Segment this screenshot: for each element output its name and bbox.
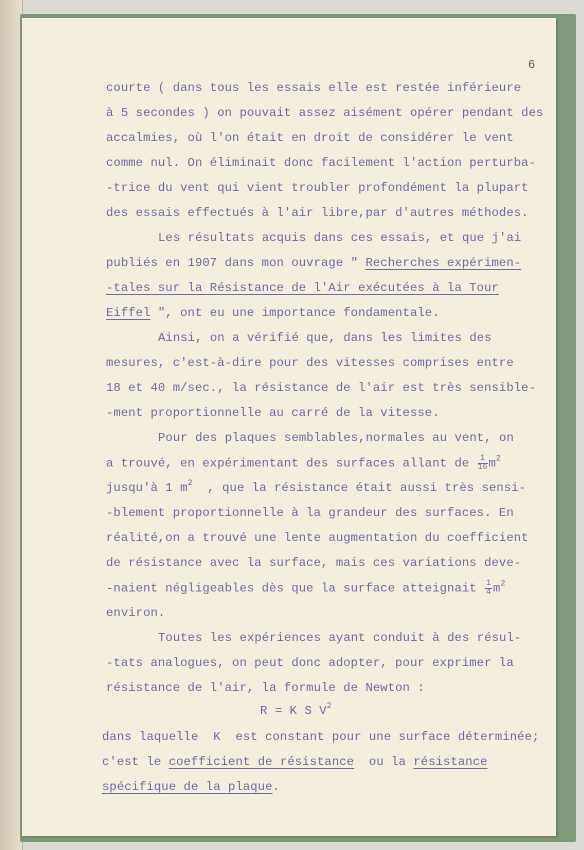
text-line-9 bbox=[106, 280, 499, 296]
newton-formula: R = K S $V^2$ bbox=[260, 702, 332, 718]
text-line-27: dans laquelle K est constant pour une surface déterminée; bbox=[102, 730, 540, 744]
text-line-5: -trice du vent qui vient troubler profondément la plupart bbox=[106, 181, 529, 195]
text-line-18: -blement proportionnelle à la grandeur des surfaces. En bbox=[106, 506, 514, 520]
text-line-10: Eiffel ", ont eu une importance fondamentale. bbox=[106, 306, 440, 320]
text-line-29: spécifique de la plaque. bbox=[102, 780, 280, 794]
term-underlined: coefficient de résistance bbox=[168, 755, 355, 769]
text-line-24: -tats analogues, on peut donc adopter, pour exprimer la bbox=[106, 656, 514, 670]
text-line-15: Pour des plaques semblables,normales au vent, on bbox=[158, 431, 514, 445]
book-title-underlined: -tales sur la Résistance de l'Air exécutées à la Tour bbox=[106, 281, 499, 295]
text-line-2: à 5 secondes ) on pouvait assez aisément opérer pendant des bbox=[106, 106, 544, 120]
text-line-19: réalité,on a trouvé une lente augmentation du coefficient bbox=[106, 531, 529, 545]
book-title-underlined: Recherches expérimen- bbox=[365, 256, 522, 270]
text-line-14: -ment proportionnelle au carré de la vitesse. bbox=[106, 406, 440, 420]
text-line-16: a trouvé, en expérimentant des surfaces allant de $\frac{1}{16}$ $m^2$ bbox=[106, 454, 501, 472]
term-underlined: résistance bbox=[413, 755, 488, 769]
book-title-underlined: Eiffel bbox=[106, 306, 151, 320]
fraction: $\frac{1}{16}$ bbox=[477, 454, 488, 472]
text-line-1: courte ( dans tous les essais elle est restée inférieure bbox=[106, 81, 522, 95]
text-line-13: 18 et 40 m/sec., la résistance de l'air est très sensible- bbox=[106, 381, 536, 395]
text-line-21: -naient négligeables dès que la surface atteignait $\frac{1}{4}$ $m^2$ bbox=[106, 579, 506, 597]
text-line-28: c'est le coefficient de résistance ou la résistance bbox=[102, 755, 488, 769]
text-line-22: environ. bbox=[106, 606, 166, 620]
text-line-6: des essais effectués à l'air libre,par d'autres méthodes. bbox=[106, 206, 529, 220]
typed-page bbox=[22, 18, 556, 836]
text-line-7: Les résultats acquis dans ces essais, et que j'ai bbox=[158, 231, 522, 245]
text-line-8: publiés en 1907 dans mon ouvrage " Recherches expérimen- bbox=[106, 256, 522, 270]
fraction: $\frac{1}{4}$ bbox=[486, 579, 492, 597]
text-line-25: résistance de l'air, la formule de Newton : bbox=[106, 681, 425, 695]
text-line-23: Toutes les expériences ayant conduit à des résul- bbox=[158, 631, 522, 645]
page-number: 6 bbox=[528, 58, 536, 72]
text-line-20: de résistance avec la surface, mais ces variations deve- bbox=[106, 556, 522, 570]
term-underlined: spécifique de la plaque bbox=[102, 780, 273, 794]
text-line-12: mesures, c'est-à-dire pour des vitesses comprises entre bbox=[106, 356, 514, 370]
text-line-4: comme nul. On éliminait donc facilement l'action perturba- bbox=[106, 156, 536, 170]
text-line-17: jusqu'à 1 $m^2$ , que la résistance était aussi très sensi- bbox=[106, 479, 527, 495]
text-line-11: Ainsi, on a vérifié que, dans les limites des bbox=[158, 331, 492, 345]
text-line-3: accalmies, où l'on était en droit de considérer le vent bbox=[106, 131, 514, 145]
